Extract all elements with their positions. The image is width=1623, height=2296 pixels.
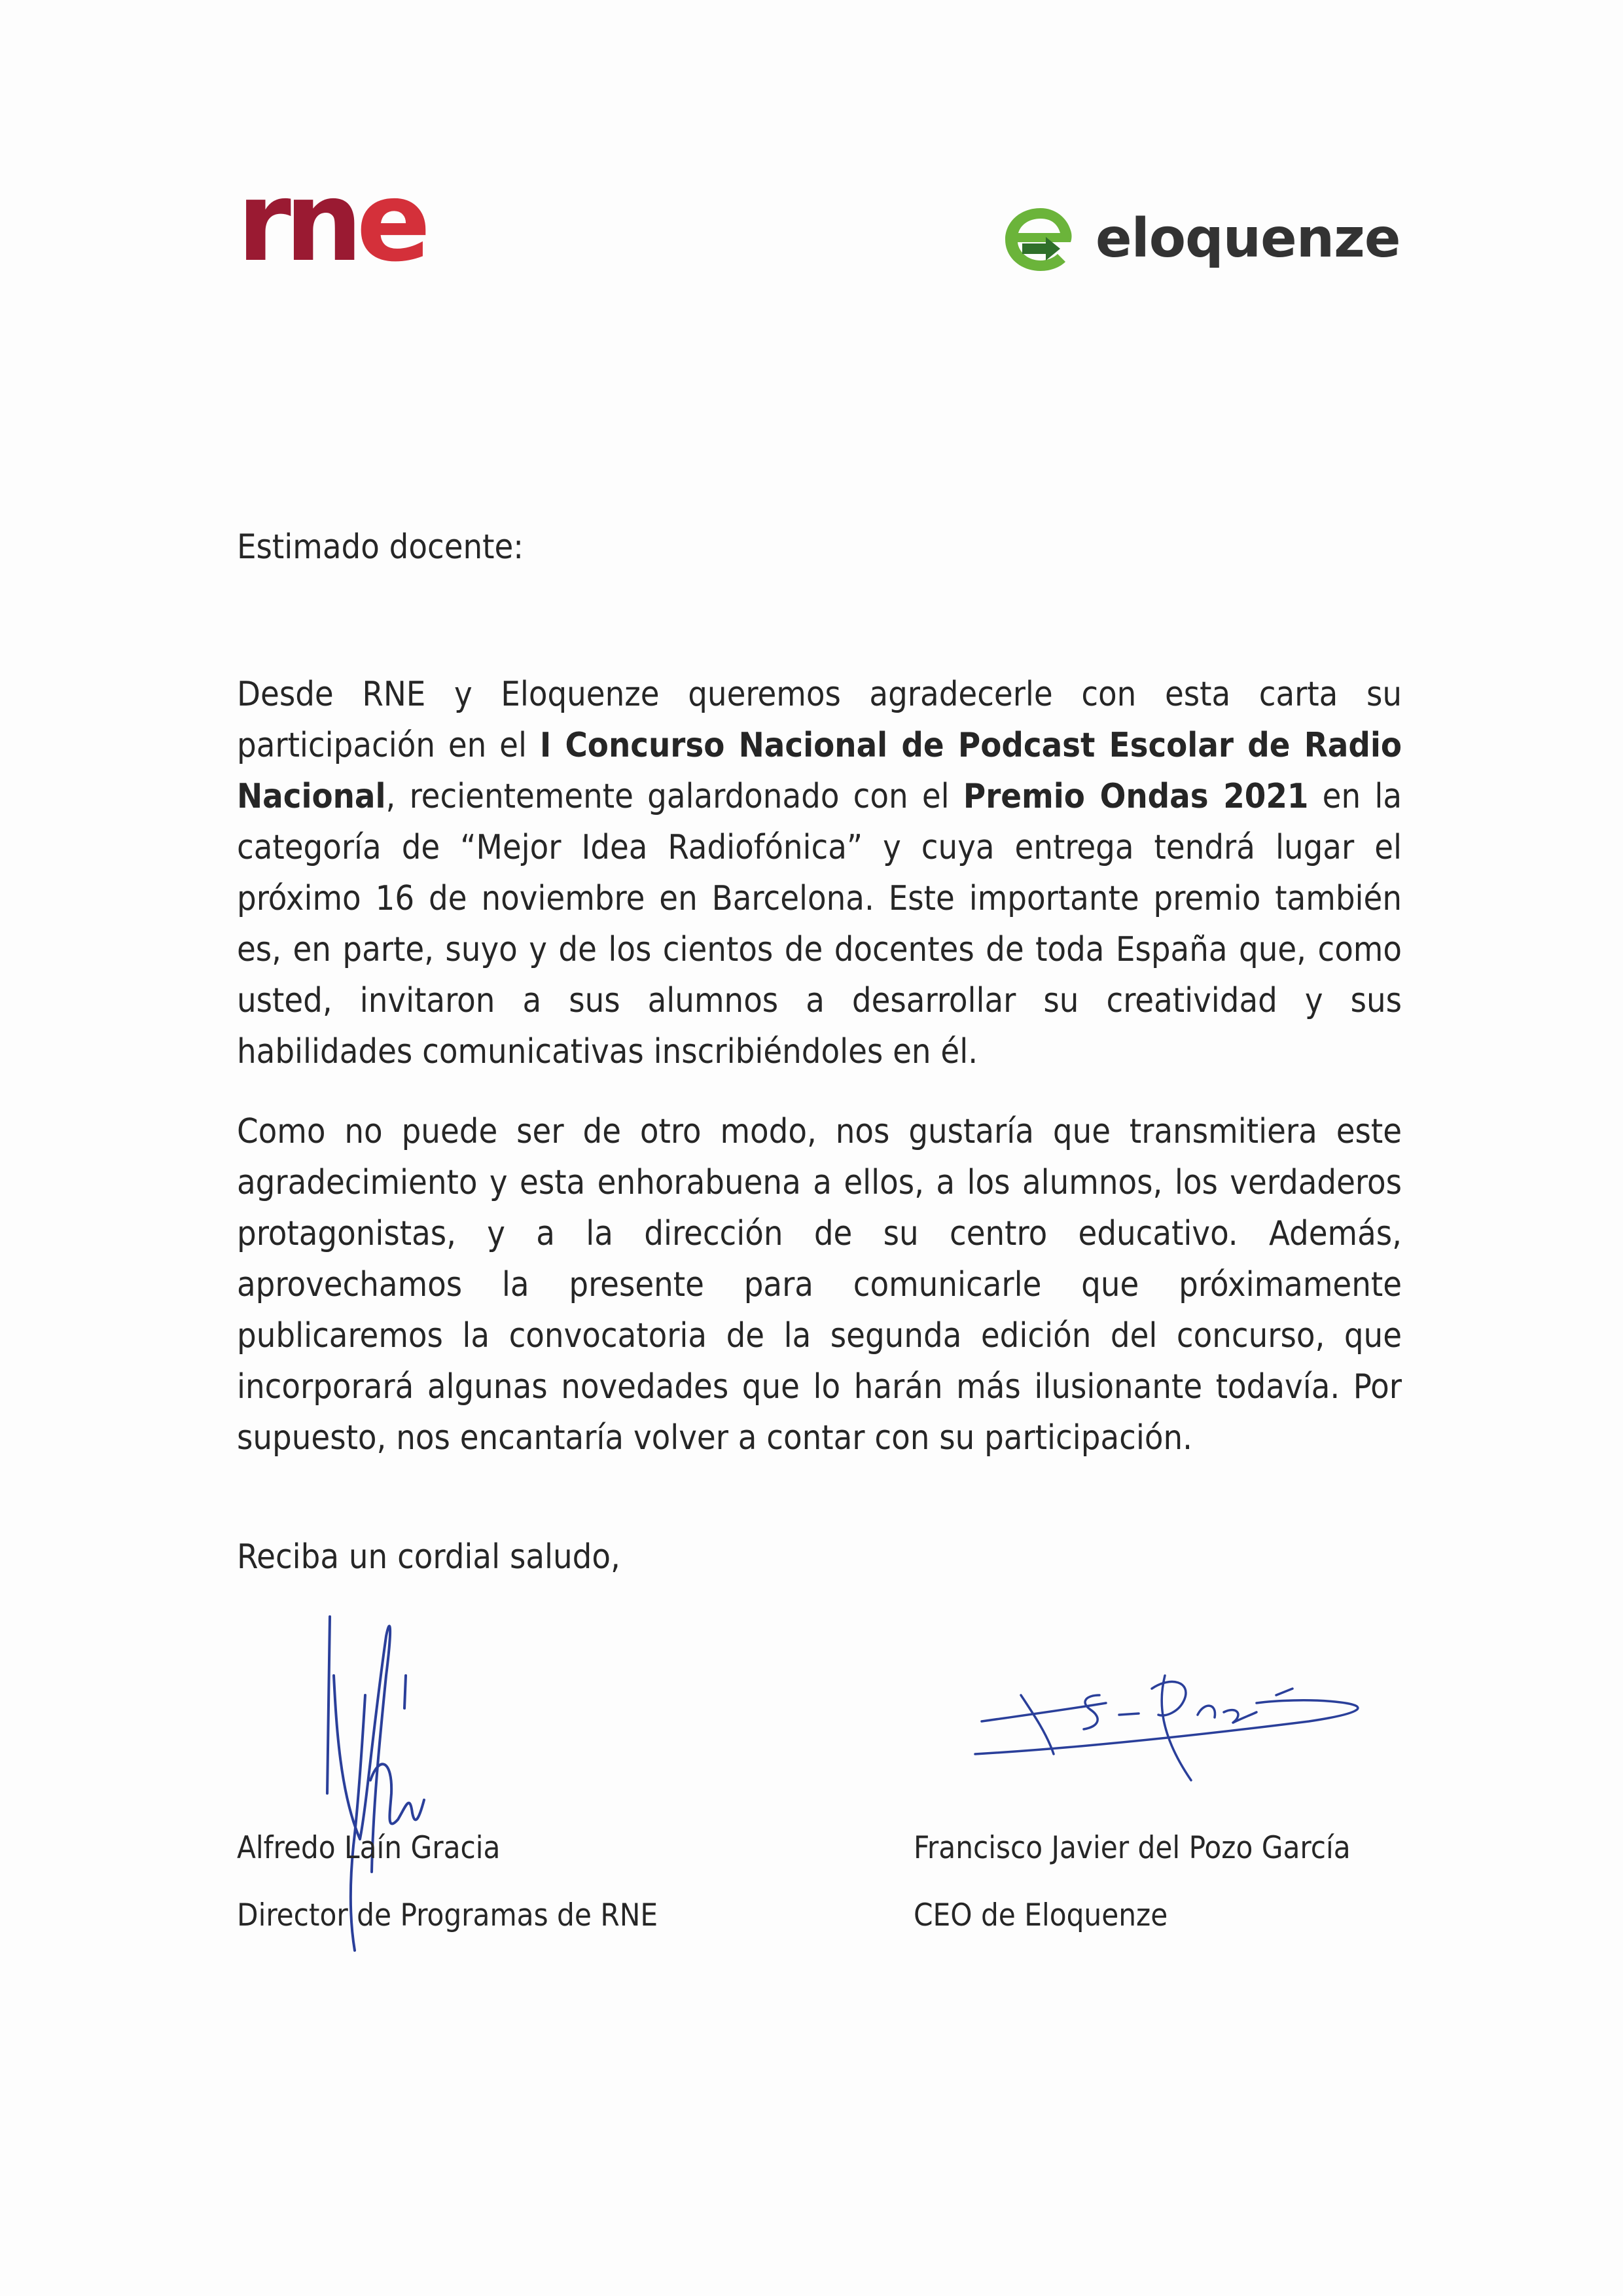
para1-text-1: Desde RNE y Eloquenze queremos agradecerle con esta carta su participación en el: [237, 675, 1402, 765]
rne-logo: [237, 158, 425, 286]
para1-text-3: en la categoría de “Mejor Idea Radiofónica” y cuya entrega tendrá lugar el próximo 16 de noviembre en Barcelona. Este importante premio también es, en parte, suyo y de los cientos de docentes de toda España que, como usted, invitaron a sus alumnos a desarrollar su creatividad y sus habilidades comunicativas inscribiéndoles en él.: [237, 777, 1402, 1071]
eloquenze-wordmark: eloquenze: [1096, 207, 1400, 270]
eloquenze-e-logo-icon: [1000, 203, 1079, 275]
award-name: Premio Ondas 2021: [963, 777, 1309, 816]
eloquenze-logo: [1000, 203, 1400, 275]
letter-paragraph-1: [237, 669, 1402, 1077]
signatory-right-name: Francisco Javier del Pozo García: [914, 1830, 1351, 1866]
letter-greeting: Estimado docente:: [237, 528, 524, 567]
contest-name: I Concurso Nacional de Podcast Escolar de Radio Nacional: [237, 726, 1402, 816]
rne-logo-e: e: [356, 158, 425, 286]
rne-logo-rn: rn: [237, 158, 357, 286]
signatory-left-name: Alfredo Laín Gracia: [237, 1830, 501, 1866]
para1-text-2: , recientemente galardonado con el: [385, 777, 963, 816]
letter-paragraph-2: Como no puede ser de otro modo, nos gustaría que transmitiera este agradecimiento y esta enhorabuena a ellos, a los alumnos, los verdaderos protagonistas, y a la dirección de su centro educativo. Además, aprovechamos la presente para comunicarle que próximamente publicaremos la convocatoria de la segunda edición del concurso, que incorporará algunas novedades que lo harán más ilusionante todavía. Por supuesto, nos encantaría volver a contar con su participación.: [237, 1112, 1402, 1458]
signatory-left-role: Director de Programas de RNE: [237, 1897, 658, 1933]
signature-francisco-del-pozo: [969, 1649, 1387, 1800]
letter-closing: Reciba un cordial saludo,: [237, 1537, 620, 1577]
signatory-right-role: CEO de Eloquenze: [914, 1897, 1168, 1933]
